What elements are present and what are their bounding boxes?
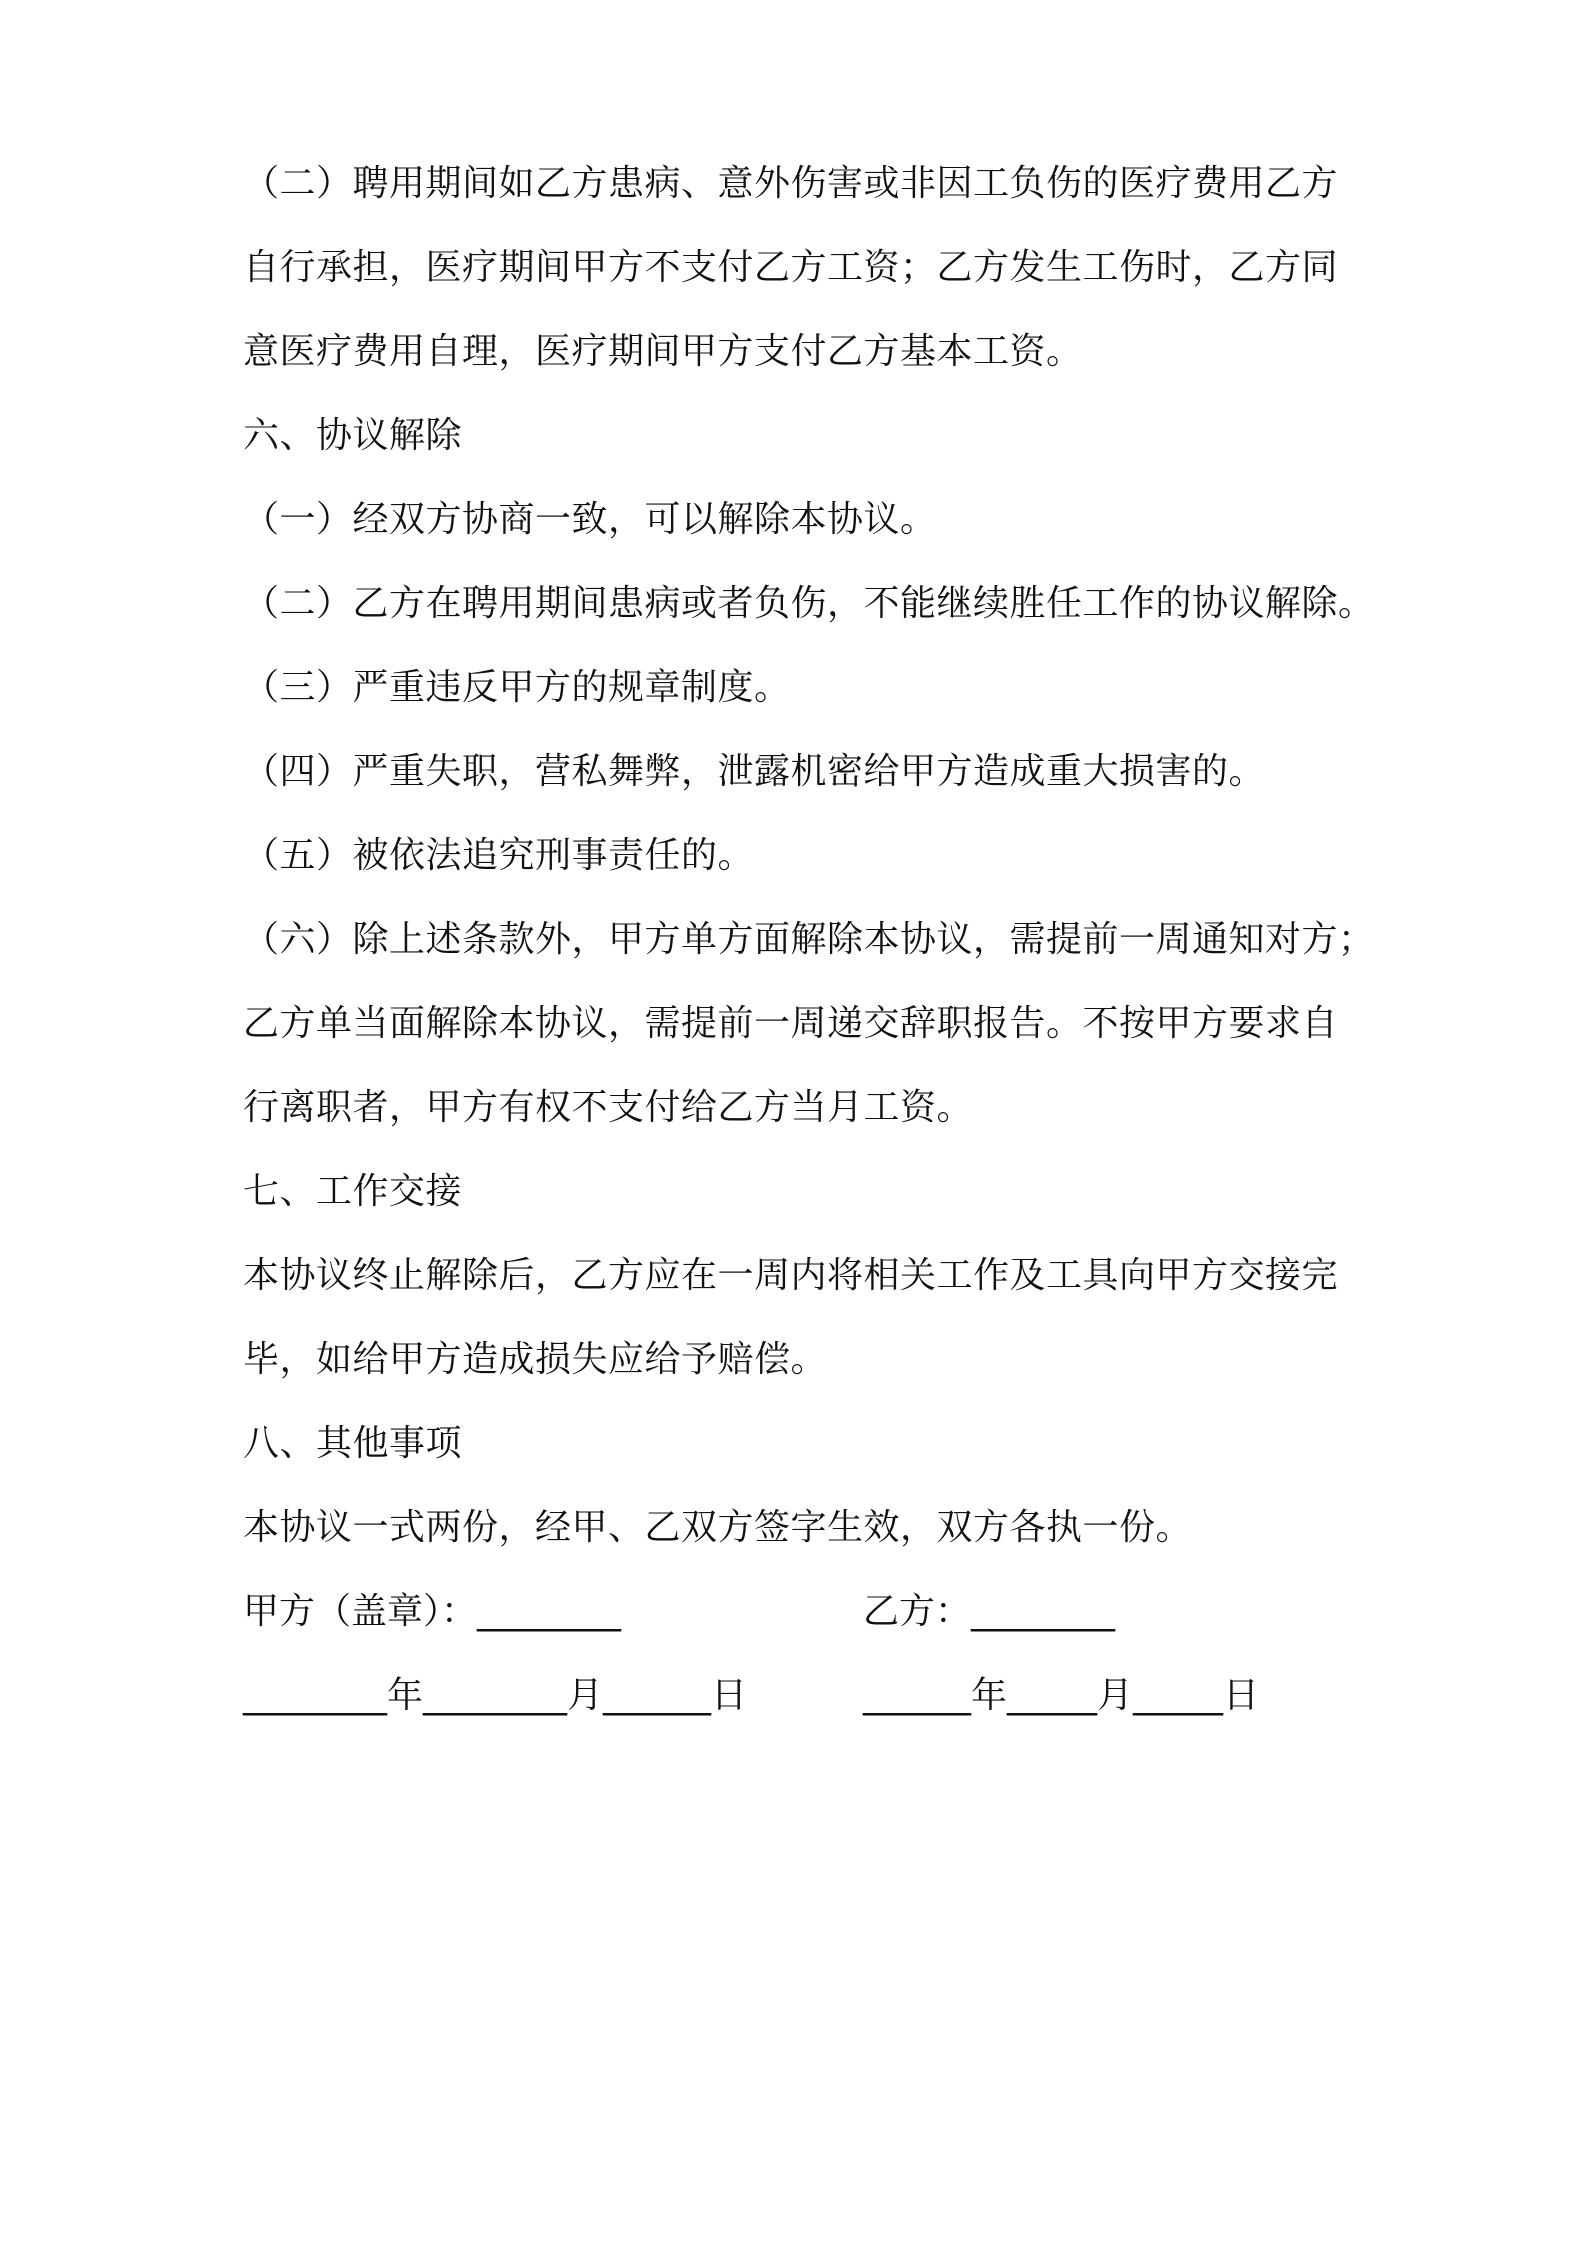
clause-line: （五）被依法追究刑事责任的。 <box>243 835 755 876</box>
paragraph-line: 乙方单当面解除本协议，需提前一周递交辞职报告。不按甲方要求自 <box>243 1003 1339 1044</box>
party-a-signature: 甲方（盖章）：________ <box>243 1591 622 1632</box>
clause-line: （三）严重违反甲方的规章制度。 <box>243 667 791 708</box>
clause-line: （一）经双方协商一致，可以解除本协议。 <box>243 499 937 540</box>
party-b-signature: 乙方：________ <box>863 1591 1116 1632</box>
clause-line: （二）乙方在聘用期间患病或者负伤，不能继续胜任工作的协议解除。 <box>243 583 1375 624</box>
party-b-date: ______年_____月_____日 <box>863 1675 1259 1716</box>
clause-line: （六）除上述条款外，甲方单方面解除本协议，需提前一周通知对方； <box>243 919 1375 960</box>
paragraph-line: （二）聘用期间如乙方患病、意外伤害或非因工负伤的医疗费用乙方 <box>243 163 1339 204</box>
section-heading: 八、其他事项 <box>243 1423 463 1464</box>
section-heading: 六、协议解除 <box>243 415 463 456</box>
paragraph-line: 毕，如给甲方造成损失应给予赔偿。 <box>243 1339 828 1380</box>
document-body <box>243 142 1375 1738</box>
section-heading: 七、工作交接 <box>243 1171 463 1212</box>
date-row <box>243 1654 1363 1738</box>
signature-row <box>243 1570 1363 1654</box>
party-a-date: ________年________月______日 <box>243 1675 747 1716</box>
clause-line: （四）严重失职，营私舞弊，泄露机密给甲方造成重大损害的。 <box>243 751 1266 792</box>
paragraph-line: 自行承担，医疗期间甲方不支付乙方工资；乙方发生工伤时，乙方同 <box>243 247 1339 288</box>
paragraph-line: 本协议终止解除后，乙方应在一周内将相关工作及工具向甲方交接完 <box>243 1255 1339 1296</box>
paragraph-line: 本协议一式两份，经甲、乙双方签字生效，双方各执一份。 <box>243 1507 1193 1548</box>
paragraph-line: 意医疗费用自理，医疗期间甲方支付乙方基本工资。 <box>243 331 1083 372</box>
paragraph-line: 行离职者，甲方有权不支付给乙方当月工资。 <box>243 1087 974 1128</box>
